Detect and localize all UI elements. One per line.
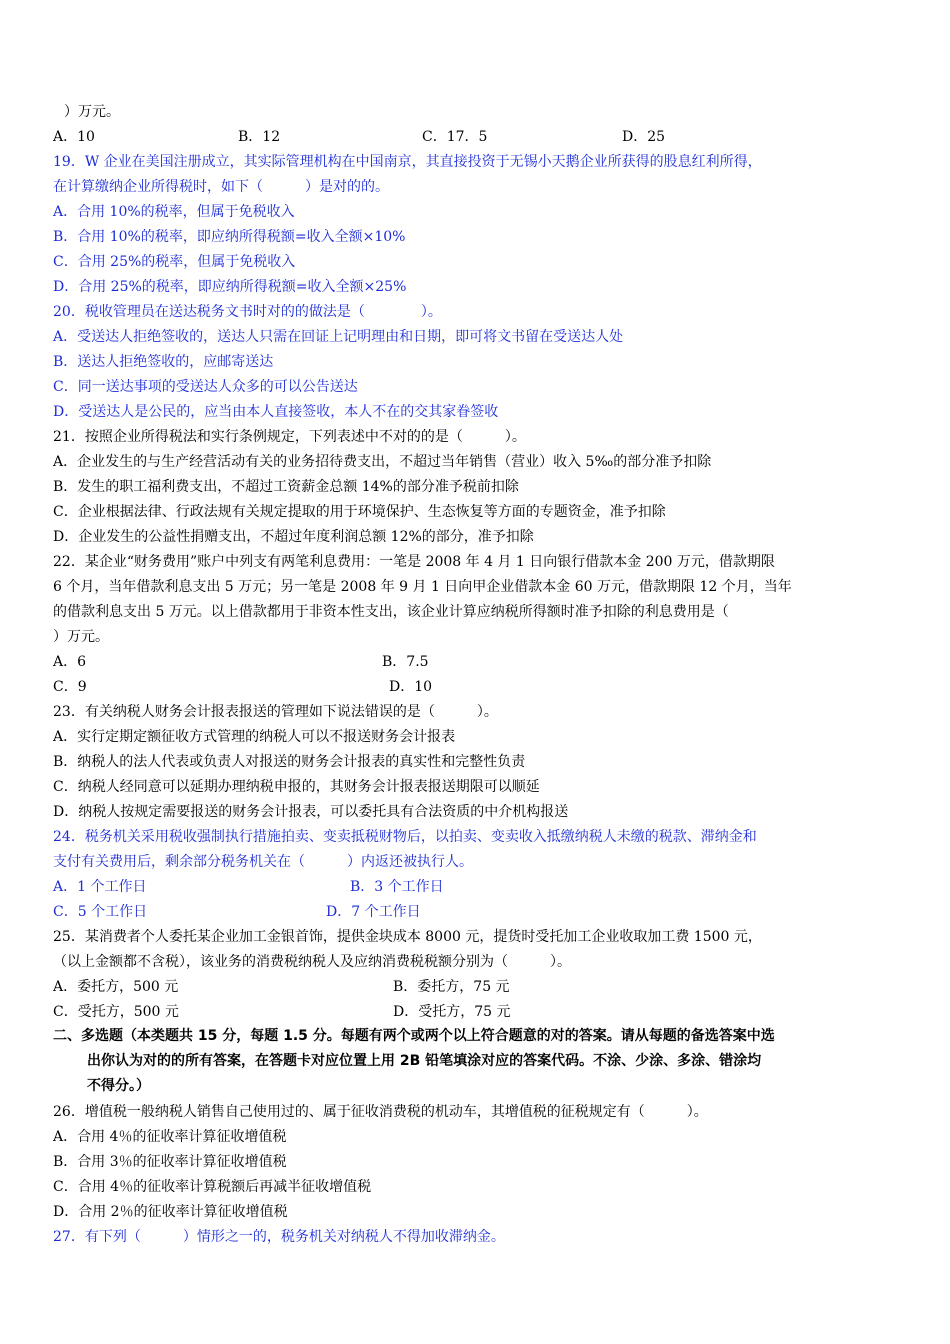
option-a: A．受送达人拒绝签收的，送达人只需在回证上记明理由和日期，即可将文书留在受送达人处 bbox=[53, 329, 624, 345]
option-a: A．6 bbox=[53, 654, 87, 670]
question-22-cont: ）万元。 bbox=[53, 629, 109, 645]
option-d: D．企业发生的公益性捐赠支出，不超过年度利润总额 12%的部分，准予扣除 bbox=[53, 529, 534, 545]
question-24: 24．税务机关采用税收强制执行措施拍卖、变卖抵税财物后，以拍卖、变卖收入抵缴纳税人未缴的税款、滞纳金和 bbox=[53, 829, 757, 845]
option-c: C．同一送达事项的受送达人众多的可以公告送达 bbox=[53, 379, 358, 395]
option-b: B．纳税人的法人代表或负责人对报送的财务会计报表的真实性和完整性负责 bbox=[53, 754, 526, 770]
option-b: B．3 个工作日 bbox=[350, 879, 444, 895]
option-d: D．7 个工作日 bbox=[326, 904, 421, 920]
option-d: D．10 bbox=[389, 679, 433, 695]
option-c: C．合用 25%的税率，但属于免税收入 bbox=[53, 254, 296, 270]
option-b: B．合用 3％的征收率计算征收增值税 bbox=[53, 1154, 287, 1170]
question-19: 19．W 企业在美国注册成立，其实际管理机构在中国南京，其直接投资于无锡小天鹅企业所获得的股息红利所得， bbox=[53, 154, 762, 170]
option-d: D．合用 25%的税率，即应纳所得税额=收入全额×25% bbox=[53, 279, 407, 295]
option-d: D．受送达人是公民的，应当由本人直接签收，本人不在的交其家眷签收 bbox=[53, 404, 499, 420]
option-c: C．合用 4％的征收率计算税额后再减半征收增值税 bbox=[53, 1179, 372, 1195]
question-26: 26．增值税一般纳税人销售自己使用过的、属于征收消费税的机动车，其增值税的征税规定有（ ）。 bbox=[53, 1104, 708, 1120]
option-c: C．5 个工作日 bbox=[53, 904, 148, 920]
section-heading: 二、多选题（本类题共 15 分，每题 1.5 分。每题有两个或两个以上符合题意的对的答案。请从每题的备选答案中选 bbox=[53, 1028, 775, 1044]
question-20: 20．税收管理员在送达税务文书时对的的做法是（ ）。 bbox=[53, 304, 442, 320]
option-b: B．12 bbox=[238, 129, 281, 145]
question-25: 25．某消费者个人委托某企业加工金银首饰，提供金块成本 8000 元，提货时受托加工企业收取加工费 1500 元， bbox=[53, 929, 762, 945]
question-25-cont: （以上金额都不含税），该业务的消费税纳税人及应纳消费税税额分别为（ ）。 bbox=[53, 954, 571, 970]
option-a: A．合用 10%的税率，但属于免税收入 bbox=[53, 204, 295, 220]
option-d: D．25 bbox=[622, 129, 666, 145]
option-a: A．合用 4％的征收率计算征收增值税 bbox=[53, 1129, 287, 1145]
option-c: C．纳税人经同意可以延期办理纳税申报的，其财务会计报表报送期限可以顺延 bbox=[53, 779, 540, 795]
option-c: C．17．5 bbox=[422, 129, 488, 145]
option-a: A．委托方，500 元 bbox=[53, 979, 179, 995]
question-22-cont: 的借款利息支出 5 万元。以上借款都用于非资本性支出，该企业计算应纳税所得额时准予扣除的利息费用是（ bbox=[53, 604, 729, 620]
option-a: A．企业发生的与生产经营活动有关的业务招待费支出，不超过当年销售（营业）收入 5‰的部分准予扣除 bbox=[53, 454, 712, 470]
option-c: C．受托方，500 元 bbox=[53, 1004, 179, 1020]
option-a: A．实行定期定额征收方式管理的纳税人可以不报送财务会计报表 bbox=[53, 729, 456, 745]
option-b: B．发生的职工福利费支出，不超过工资薪金总额 14%的部分准予税前扣除 bbox=[53, 479, 519, 495]
section-heading-cont: 不得分。） bbox=[87, 1078, 150, 1094]
question-22: 22．某企业“财务费用”账户中列支有两笔利息费用：一笔是 2008 年 4 月 1 日向银行借款本金 200 万元，借款期限 bbox=[53, 554, 775, 570]
option-b: B．委托方，75 元 bbox=[393, 979, 510, 995]
option-d: D．纳税人按规定需要报送的财务会计报表，可以委托具有合法资质的中介机构报送 bbox=[53, 804, 569, 820]
question-27: 27．有下列（ ）情形之一的，税务机关对纳税人不得加收滞纳金。 bbox=[53, 1229, 505, 1245]
text-line: ）万元。 bbox=[64, 104, 120, 120]
option-b: B．送达人拒绝签收的，应邮寄送达 bbox=[53, 354, 274, 370]
option-a: A．1 个工作日 bbox=[53, 879, 147, 895]
question-24-cont: 支付有关费用后，剩余部分税务机关在（ ）内返还被执行人。 bbox=[53, 854, 473, 870]
option-a: A．10 bbox=[53, 129, 95, 145]
option-d: D．合用 2％的征收率计算征收增值税 bbox=[53, 1204, 288, 1220]
option-c: C．9 bbox=[53, 679, 87, 695]
question-19-cont: 在计算缴纳企业所得税时，如下（ ）是对的的。 bbox=[53, 179, 389, 195]
question-23: 23．有关纳税人财务会计报表报送的管理如下说法错误的是（ ）。 bbox=[53, 704, 498, 720]
question-22-cont: 6 个月，当年借款利息支出 5 万元；另一笔是 2008 年 9 月 1 日向甲企业借款本金 60 万元，借款期限 12 个月，当年 bbox=[53, 579, 792, 595]
option-d: D．受托方，75 元 bbox=[393, 1004, 511, 1020]
option-b: B．合用 10%的税率，即应纳所得税额=收入全额×10% bbox=[53, 229, 406, 245]
option-b: B．7.5 bbox=[382, 654, 429, 670]
section-heading-cont: 出你认为对的的所有答案，在答题卡对应位置上用 2B 铅笔填涂对应的答案代码。不涂、少涂、多涂、错涂均 bbox=[87, 1053, 762, 1069]
option-c: C．企业根据法律、行政法规有关规定提取的用于环境保护、生态恢复等方面的专题资金，准予扣除 bbox=[53, 504, 666, 520]
question-21: 21．按照企业所得税法和实行条例规定，下列表述中不对的的是（ ）。 bbox=[53, 429, 526, 445]
